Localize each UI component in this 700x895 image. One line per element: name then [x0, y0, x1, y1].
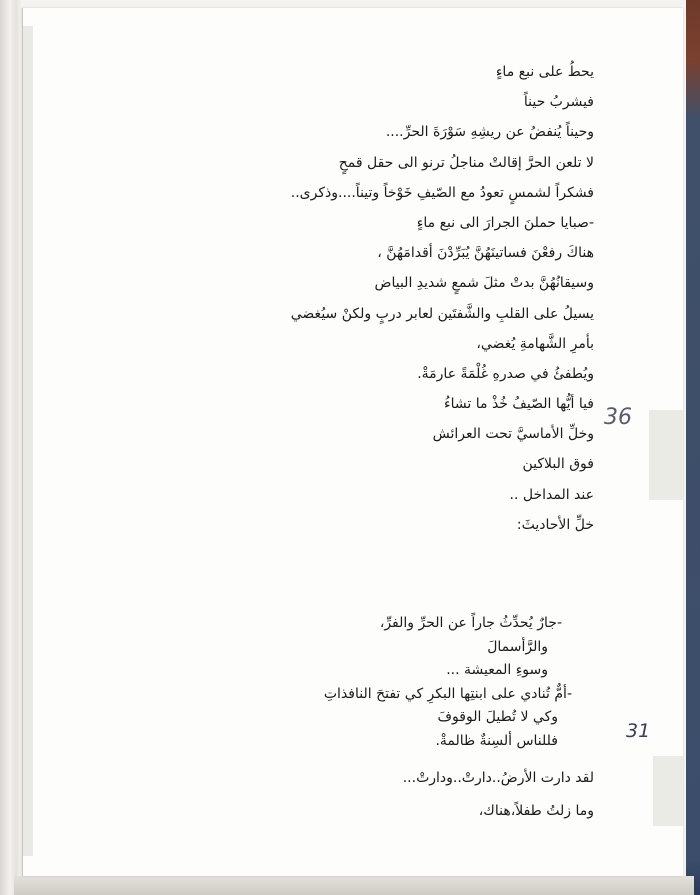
tape-strip-left	[23, 26, 33, 856]
poem-line: يسيلُ على القلبِ والشَّفتَين لعابر دربٍ ولكنْ سيُغضي	[290, 305, 594, 322]
poem-line: فوق البلاكين	[522, 456, 594, 473]
poem-closing-line: لقد دارت الأرضُ..دارتْ..ودارتْ...	[402, 770, 594, 786]
tape-strip-right-lower	[653, 756, 683, 826]
poem-subline: وسوءِ المعيشة ...	[446, 662, 548, 679]
page-stack-bottom	[14, 876, 694, 895]
poem-line: وسيقانُهُنَّ بدتْ مثلَ شمعٍ شديدِ البياض	[374, 275, 594, 292]
poem-line: عند المداخل ..	[509, 486, 594, 503]
poem-closing-line: وما زلتُ طفلاً،هناك،	[478, 803, 594, 819]
tape-strip-right-upper	[649, 410, 683, 500]
poem-subline: -أمٌّ تُنادي على ابنتِها البكرِ كي تفتحَ النافذاتِ	[323, 685, 572, 702]
poem-line: فيا أيُّها الصّيفُ خُذْ ما تشاءُ	[444, 396, 594, 413]
poem-line: وخلِّ الأماسيَّ تحت العرائش	[432, 426, 594, 443]
poem-line: -صبايا حملنَ الجرارَ الى نبع ماءٍ	[416, 214, 594, 231]
poem-subline: -جارٌ يُحدِّثُ جاراً عن الحرِّ والفرِّ،	[379, 615, 562, 631]
poem-line: لا تلعن الحرَّ إقالتْ مناجلُ ترنو الى حقل قمحٍ	[338, 154, 594, 171]
poem-line: هناكَ رفعْنَ فساتينَهُنَّ يُبَرِّدْنَ أقدامَهُنَّ ،	[377, 245, 594, 262]
poem-closing-lines	[174, 762, 594, 828]
poem-line: فيشربُ حيناً	[523, 94, 594, 111]
poem-lines	[174, 57, 594, 540]
margin-page-number-second: 31	[626, 720, 651, 742]
poem-line: خلِّ الأحاديثَ:	[516, 516, 594, 533]
poem-line: بأمرِ الشَّهامةِ يُغضي،	[476, 335, 594, 352]
margin-page-number-first: 36	[604, 405, 632, 430]
poem-subline: والرَّأسمالَ	[487, 638, 548, 655]
poem-line: ويُطفئُ في صدرهِ غُلْمَةً عارمَةْ.	[417, 365, 594, 382]
poem-line: وحيناً يُنفضُ عن ريشِهِ سَوْرَةَ الحرِّ....	[385, 124, 594, 141]
poem-indented-lines	[202, 612, 572, 754]
poem-line: يحطُ على نبع ماءٍ	[495, 64, 594, 80]
poem-line: فشكراً لشمسٍ تعودُ مع الصّيفِ خَوْخاً وتيناً....وذكرى..	[290, 184, 594, 201]
book-cover-strip	[686, 0, 700, 895]
poem-subline: وكي لا تُطيلَ الوقوفَ	[437, 709, 558, 726]
poem-subline: فللناس ألسِنةٌ ظالمةْ.	[435, 732, 558, 749]
